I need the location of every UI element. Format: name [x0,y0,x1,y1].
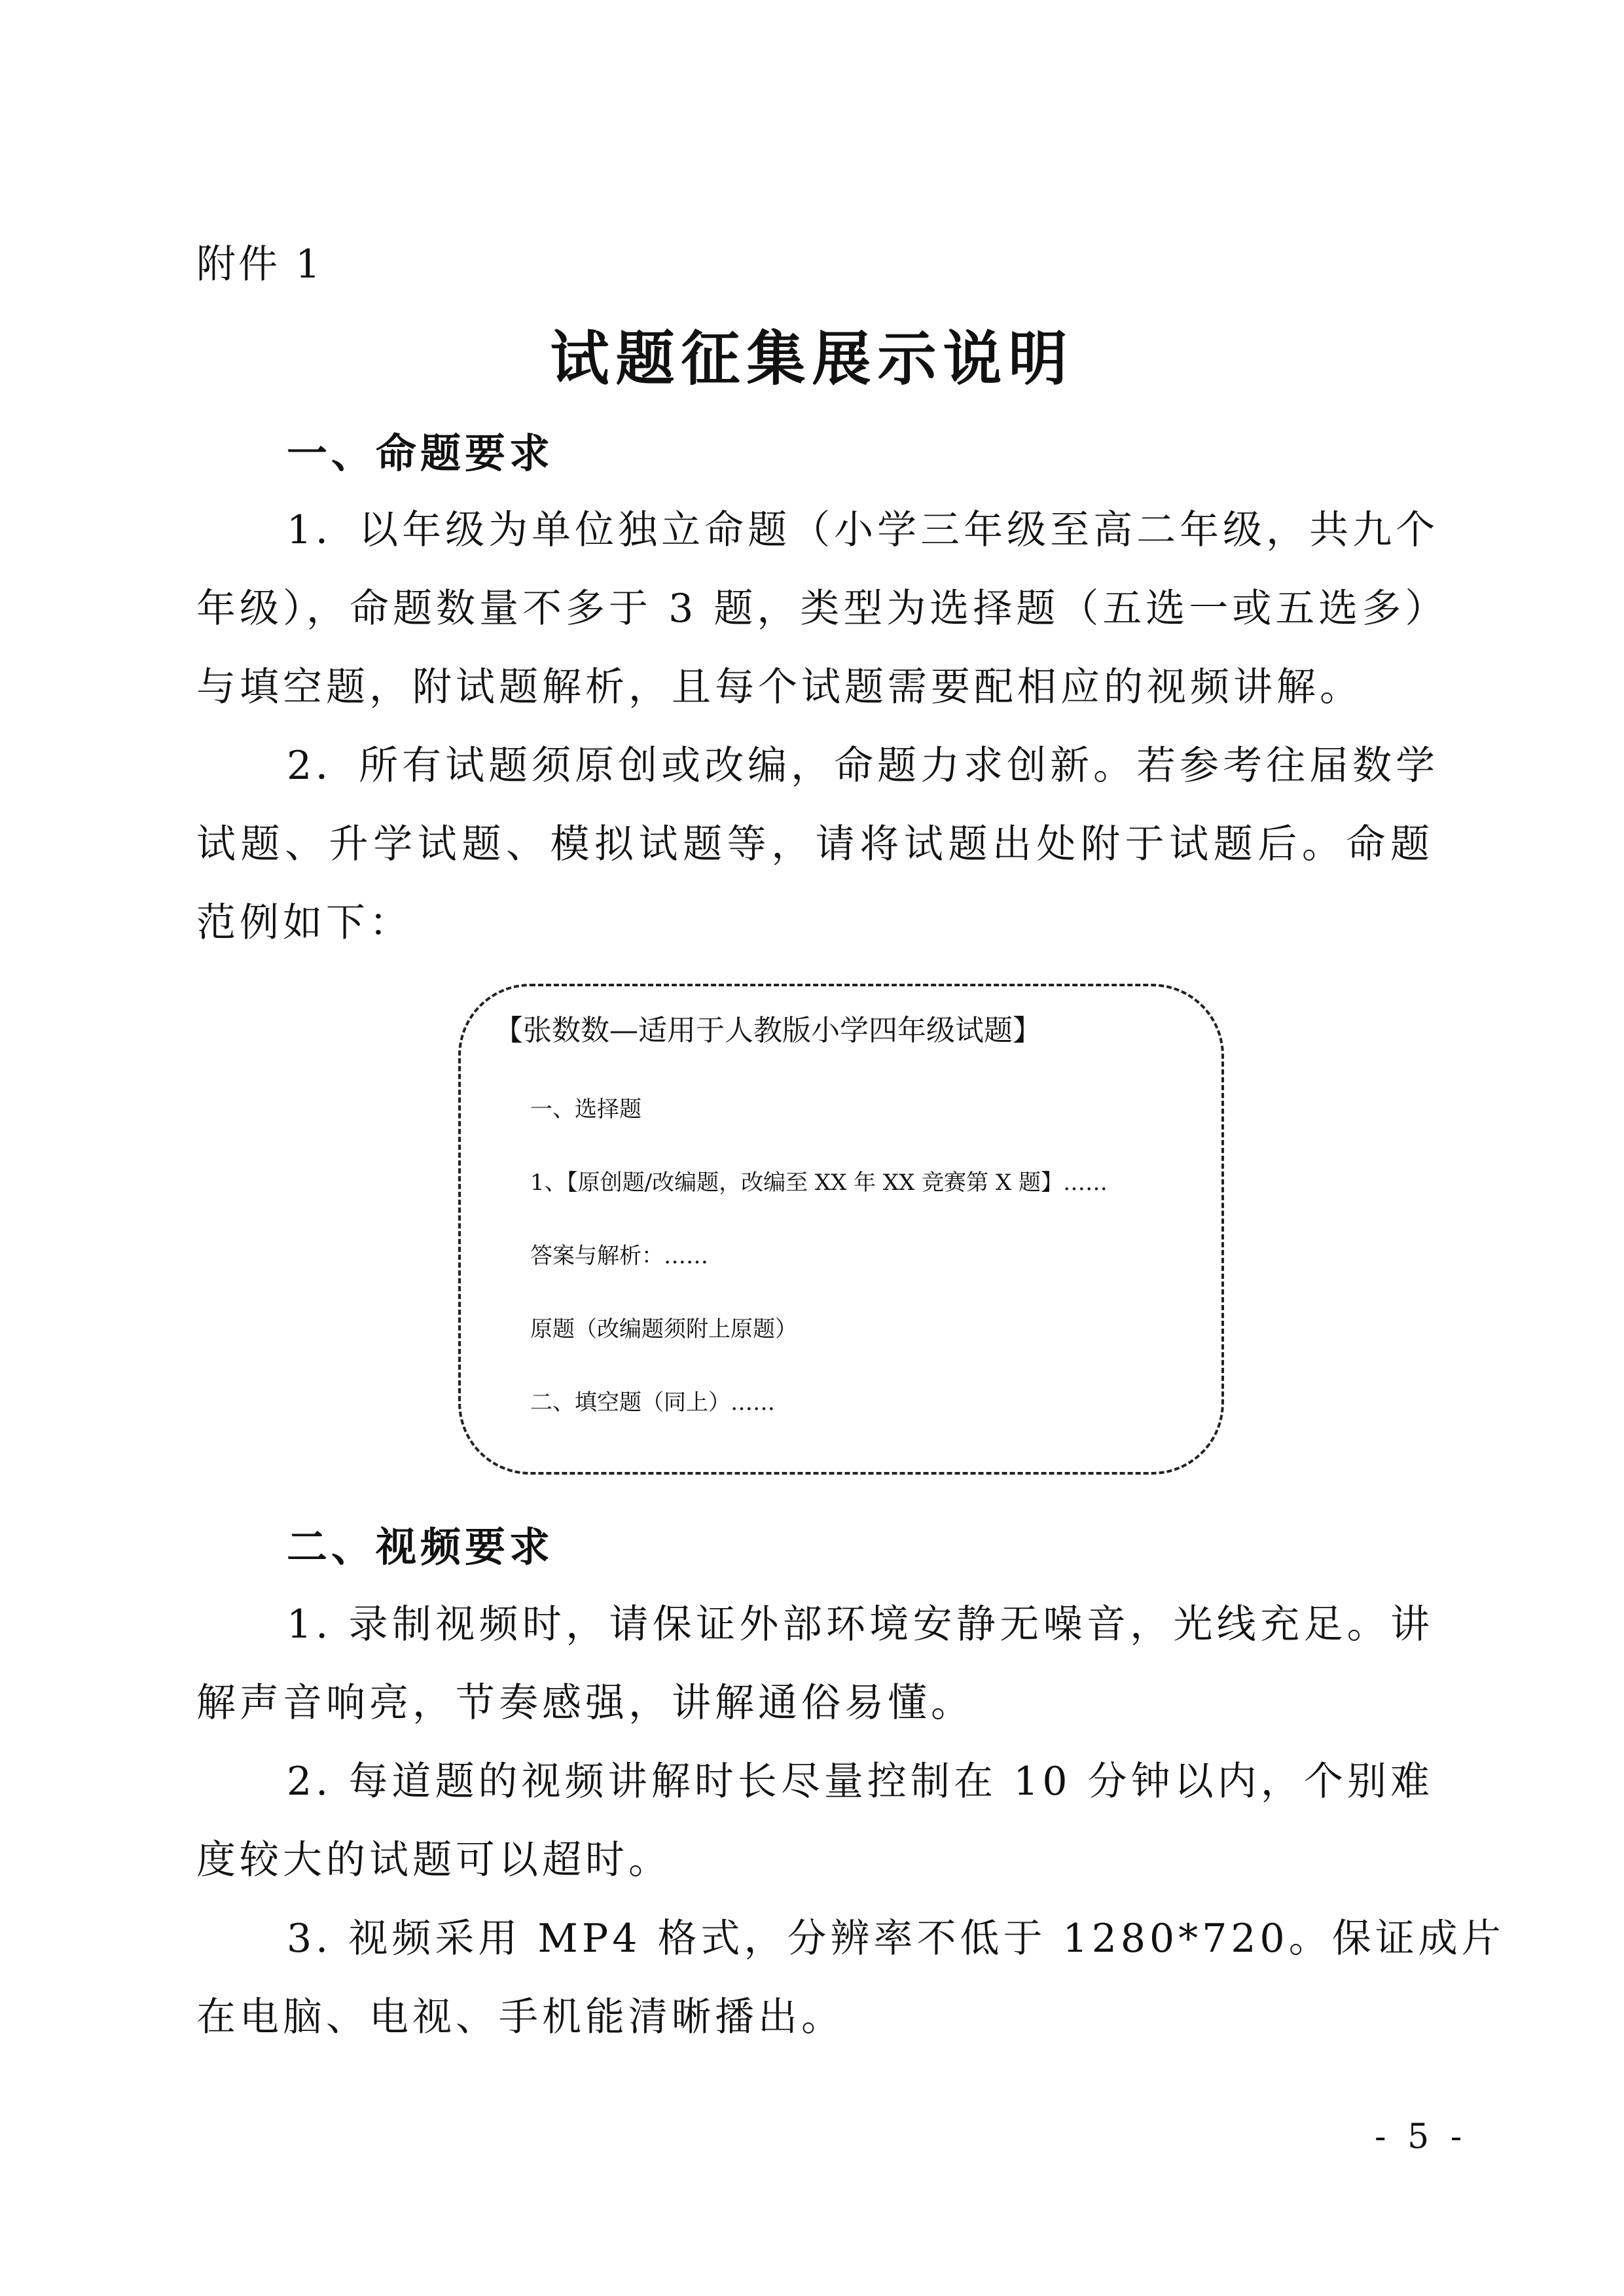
paragraph-line: 在电脑、电视、手机能清晰播出。 [196,1994,844,2040]
paragraph-line: 2．所有试题须原创或改编，命题力求创新。若参考往届数学 [287,743,1439,789]
paragraph-line: 3. 视频采用 MP4 格式，分辨率不低于 1280*720。保证成片 [287,1916,1505,1962]
paragraph-line: 度较大的试题可以超时。 [196,1837,672,1883]
paragraph-line: 试题、升学试题、模拟试题等，请将试题出处附于试题后。命题 [196,821,1434,867]
paragraph-line: 年级），命题数量不多于 3 题，类型为选择题（五选一或五选多） [196,586,1449,632]
paragraph-line: 1．以年级为单位独立命题（小学三年级至高二年级，共九个 [287,507,1439,553]
example-box-line: 原题（改编题须附上原题） [530,1316,797,1342]
paragraph-line: 2. 每道题的视频讲解时长尽量控制在 10 分钟以内，个别难 [287,1759,1434,1804]
example-box-title: 【张数数—适用于人教版小学四年级试题】 [494,1014,1041,1047]
example-box-line: 一、选择题 [530,1096,641,1122]
paragraph-line: 与填空题，附试题解析，且每个试题需要配相应的视频讲解。 [196,664,1363,710]
paragraph-line: 范例如下： [196,900,412,946]
section-heading-proposition-requirements: 一、命题要求 [287,429,554,477]
paragraph-line: 1. 录制视频时，请保证外部环境安静无噪音，光线充足。讲 [287,1602,1434,1647]
page-number: - 5 - [1375,2117,1468,2157]
attachment-label: 附件 1 [196,242,323,287]
document-title: 试题征集展示说明 [550,324,1074,393]
paragraph-line: 解声音响亮，节奏感强，讲解通俗易懂。 [196,1680,974,1726]
section-heading-video-requirements: 二、视频要求 [287,1523,554,1571]
example-box-line: 1、【原创题/改编题，改编至 XX 年 XX 竞赛第 X 题】…… [530,1170,1108,1196]
example-box-line: 二、填空题（同上）…… [530,1390,775,1416]
example-box-line: 答案与解析：…… [530,1243,708,1269]
